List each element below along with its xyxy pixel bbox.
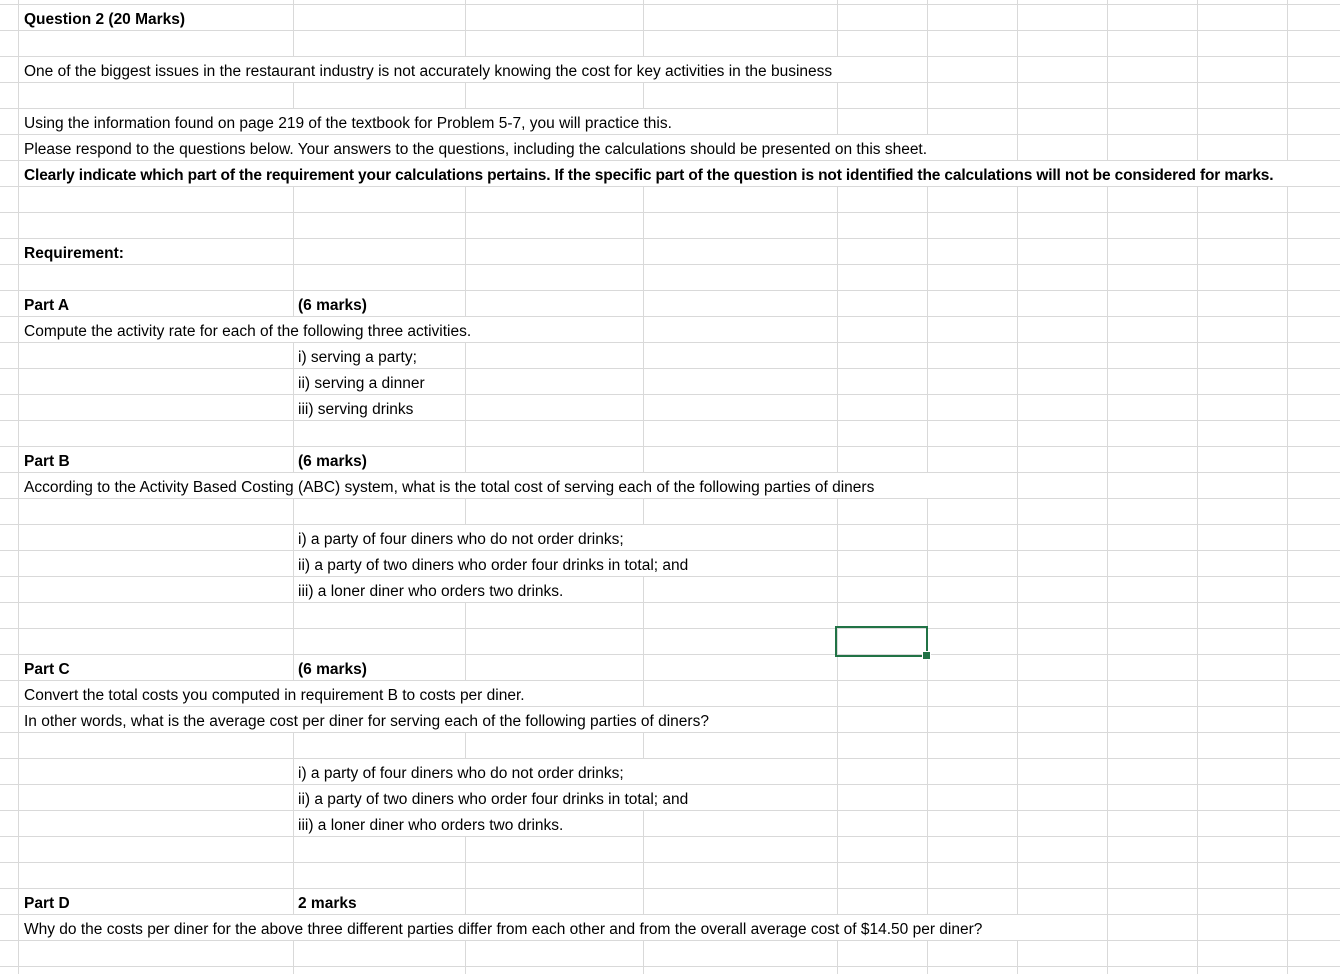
- part-a-item-2[interactable]: ii) serving a dinner: [298, 375, 425, 392]
- row-gridline: [0, 394, 1340, 395]
- part-a-item-3[interactable]: iii) serving drinks: [298, 401, 414, 418]
- part-d-marks[interactable]: 2 marks: [298, 895, 357, 912]
- instruction-1[interactable]: Using the information found on page 219 of the textbook for Problem 5-7, you will practice this.: [24, 115, 672, 132]
- row-gridline: [0, 368, 1340, 369]
- row-gridline: [0, 420, 1340, 421]
- row-gridline: [0, 862, 1340, 863]
- row-gridline: [0, 212, 1340, 213]
- part-b-item-2[interactable]: ii) a party of two diners who order four drinks in total; and: [298, 557, 689, 574]
- part-c-question-2[interactable]: In other words, what is the average cost per diner for serving each of the following parties of diners?: [24, 713, 709, 730]
- row-gridline: [0, 264, 1340, 265]
- part-c-question-1[interactable]: Convert the total costs you computed in requirement B to costs per diner.: [24, 687, 525, 704]
- question-title[interactable]: Question 2 (20 Marks): [24, 11, 186, 28]
- part-b-marks[interactable]: (6 marks): [298, 453, 367, 470]
- row-gridline: [0, 966, 1340, 967]
- instruction-3[interactable]: Clearly indicate which part of the requirement your calculations pertains. If the specific part of the question is not identified the calculations will not be considered for marks.: [24, 167, 1274, 184]
- instruction-2[interactable]: Please respond to the questions below. Your answers to the questions, including the calculations should be presented on this sheet.: [24, 141, 928, 158]
- part-a-marks[interactable]: (6 marks): [298, 297, 367, 314]
- column-gridline: [1287, 0, 1288, 974]
- part-b-item-1[interactable]: i) a party of four diners who do not order drinks;: [298, 531, 624, 548]
- part-c-label[interactable]: Part C: [24, 661, 70, 678]
- part-a-label[interactable]: Part A: [24, 297, 70, 314]
- part-b-item-3[interactable]: iii) a loner diner who orders two drinks.: [298, 583, 564, 600]
- intro-text[interactable]: One of the biggest issues in the restaurant industry is not accurately knowing the cost for key activities in the business: [24, 63, 833, 80]
- row-gridline: [0, 602, 1340, 603]
- part-c-item-3[interactable]: iii) a loner diner who orders two drinks.: [298, 817, 564, 834]
- part-a-item-1[interactable]: i) serving a party;: [298, 349, 417, 366]
- requirement-label[interactable]: Requirement:: [24, 245, 124, 262]
- row-gridline: [0, 628, 1340, 629]
- part-c-marks[interactable]: (6 marks): [298, 661, 367, 678]
- part-d-question[interactable]: Why do the costs per diner for the above three different parties differ from each other and from the overall average cost of $14.50 per diner?: [24, 921, 983, 938]
- row-gridline: [0, 654, 1340, 655]
- part-c-item-1[interactable]: i) a party of four diners who do not order drinks;: [298, 765, 624, 782]
- part-a-question[interactable]: Compute the activity rate for each of the following three activities.: [24, 323, 472, 340]
- part-b-question[interactable]: According to the Activity Based Costing (ABC) system, what is the total cost of serving each of the following parties of diners: [24, 479, 875, 496]
- column-gridline: [1197, 0, 1198, 974]
- row-gridline: [0, 238, 1340, 239]
- part-c-item-2[interactable]: ii) a party of two diners who order four drinks in total; and: [298, 791, 689, 808]
- selected-cell[interactable]: [835, 626, 928, 657]
- row-gridline: [0, 888, 1340, 889]
- row-gridline: [0, 446, 1340, 447]
- part-d-label[interactable]: Part D: [24, 895, 70, 912]
- row-gridline: [0, 290, 1340, 291]
- fill-handle[interactable]: [922, 651, 931, 660]
- part-b-label[interactable]: Part B: [24, 453, 70, 470]
- column-gridline: [1017, 0, 1018, 974]
- row-gridline: [0, 836, 1340, 837]
- row-gridline: [0, 30, 1340, 31]
- column-gridline: [1107, 0, 1108, 974]
